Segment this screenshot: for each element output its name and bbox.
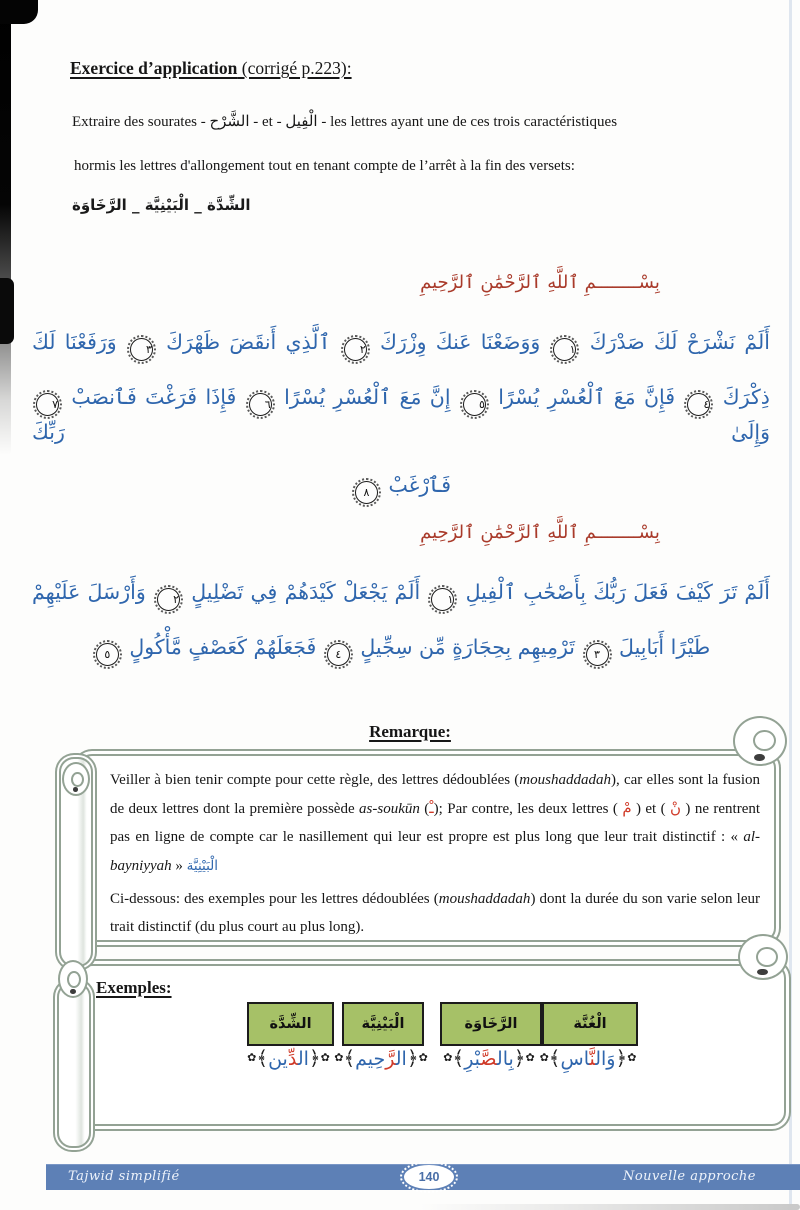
highlighted-letter: دِّ [287,1048,298,1070]
quran-text: فَٱرْغَبْ [388,473,452,498]
arabic-letter: الْبَيْنِيَّة [186,857,219,874]
characteristics-line: الشِّدَّة _ الْبَيْنِيَّة _ الرَّخَاوَة [72,196,251,214]
remarque-paragraph-1 [110,766,760,880]
ornate-bracket-icon: ﴾ [452,1046,465,1070]
quran-line [32,631,770,666]
text-segment: ) et ( [631,801,671,818]
basmala-calligraphy-1: بِسْــــــــمِ ٱللَّهِ ٱلرَّحْمَٰنِ ٱلرَّحِيمِ [420,272,660,293]
word-letters: اسِ [560,1048,590,1070]
quran-text: طَيْرًا أَبَابِيلَ [619,635,711,659]
word-letters: بْرِ [464,1048,481,1070]
scroll-roll-left-exemples [57,982,91,1148]
ayah-end-marker-icon: ٦ [249,393,272,416]
example-word [526,1046,650,1070]
text-segment: ) dont la durée du son varie selon leur trait distinctif (du plus court au plus long). [110,890,760,935]
highlighted-letter: نَّ [589,1048,596,1070]
characteristic-box: الْغُنَّة [542,1002,638,1046]
scan-artifact-left-edge [0,0,11,455]
remarque-scroll-box [78,754,776,942]
intro-line-2: hormis les lettres d'allongement tout en tenant compte de l’arrêt à la fin des versets: [74,158,575,174]
remarque-text [80,756,774,941]
ayah-end-marker-icon: ٣ [586,643,609,666]
ayah-end-marker-icon: ٨ [355,481,378,504]
intro-line-1: Extraire des sourates - الشَّرْح - et - الْفِيل - les lettres ayant une de ces trois caractéristiques [72,114,618,130]
word-letters: ين [268,1048,288,1070]
quran-line [32,469,770,504]
quran-text: تَرْمِيهِم بِحِجَارَةٍ مِّن سِجِّيلٍ [360,635,575,659]
flower-ornament-icon: ✿ [539,1051,549,1064]
quran-text: فَجَعَلَهُمْ كَعَصْفٍ مَّأْكُولٍ [129,635,317,659]
remarque-paragraph-2 [110,885,760,941]
characteristic-term: الْبَيْنِيَّة [144,196,190,214]
highlighted-letter: صَّ [480,1048,497,1070]
footer-right-text: Nouvelle approche [622,1169,756,1184]
scan-artifact-bottom-edge [420,1204,800,1210]
quran-text: فَإِذَا فَرَغْتَ فَٱنصَبْ [71,385,237,409]
arabic-letter: نْ [670,799,682,818]
ayah-end-marker-icon: ٤ [687,393,710,416]
footer-bar [46,1164,800,1190]
flower-ornament-icon: ✿ [525,1051,535,1064]
ayah-end-marker-icon: ١ [553,338,576,361]
flower-ornament-icon: ✿ [320,1051,330,1064]
ayah-end-marker-icon: ٧ [36,393,59,416]
characteristic-term: الشِّدَّة [207,196,251,214]
characteristic-box: الرَّخَاوَة [440,1002,542,1046]
scroll-curl-icon [62,762,90,796]
word-letters: بِال [496,1048,514,1070]
quran-text: فَإِنَّ مَعَ ٱلْعُسْرِ يُسْرًا [498,385,676,409]
ornate-bracket-icon: ﴿ [615,1046,628,1070]
quran-text: أَلَمْ تَرَ كَيْفَ فَعَلَ رَبُّكَ بِأَصْحَٰبِ ٱلْفِيلِ [465,580,770,604]
text-segment: Ci-dessous: des exemples pour les lettres dédoublées ( [110,890,439,907]
characteristic-box: الْبَيْنِيَّة [342,1002,424,1046]
quran-line [32,381,770,449]
quran-surah-sharh [32,326,770,524]
exemples-scroll-box [78,964,786,1126]
arabic-letter: ـْ [429,799,434,818]
characteristic-term: الرَّخَاوَة [72,196,127,214]
scroll-curl-icon [738,934,788,980]
page-number-badge: 140 [404,1165,454,1189]
example-word [319,1046,443,1070]
ayah-end-marker-icon: ٤ [327,643,350,666]
characteristic-box: الشِّدَّة [247,1002,334,1046]
ornate-bracket-icon: ﴾ [256,1046,269,1070]
word-letters: وَال [595,1048,616,1070]
text-segment: » [171,857,187,874]
quran-text: وَأَرْسَلَ عَلَيْهِمْ [32,580,146,604]
ayah-end-marker-icon: ٥ [96,643,119,666]
scroll-curl-icon [58,960,88,998]
quran-text: إِنَّ مَعَ ٱلْعُسْرِ يُسْرًا [284,385,451,409]
flower-ornament-icon: ✿ [627,1051,637,1064]
italic-term: as-soukūn [359,801,420,818]
quran-text: وَرَفَعْنَا لَكَ [32,330,117,354]
word-letters: ال [395,1048,407,1070]
flower-ornament-icon: ✿ [443,1051,453,1064]
quran-text: ٱلَّذِي أَنقَضَ ظَهْرَكَ [166,330,331,354]
ornate-bracket-icon: ﴿ [406,1046,419,1070]
italic-term: moushaddadah [438,890,531,907]
word-letters: حِيم [355,1048,386,1070]
word-letters: ال [297,1048,309,1070]
ayah-end-marker-icon: ٣ [130,338,153,361]
quran-text: أَلَمْ نَشْرَحْ لَكَ صَدْرَكَ [589,330,770,354]
text-segment: Veiller à bien tenir compte pour cette règle, des lettres dédoublées ( [110,772,520,788]
quran-surah-fil [32,576,770,686]
quran-line [32,576,770,611]
text-segment: ) ne rentrent pas en ligne de compte car le nasillement qui leur est propre est plus long que leur trait distinctif : « [110,801,761,846]
quran-line [32,326,770,361]
ayah-end-marker-icon: ٥ [463,393,486,416]
scan-artifact-blob [0,278,14,344]
page-title-bold: Exercice d’application [70,58,238,78]
ayah-end-marker-icon: ٢ [344,338,367,361]
text-segment: ( [419,801,430,818]
quran-text: أَلَمْ يَجْعَلْ كَيْدَهُمْ فِي تَضْلِيلٍ [191,580,421,604]
quran-text: ذِكْرَكَ [722,385,770,409]
ornate-bracket-icon: ﴿ [513,1046,526,1070]
ornate-bracket-icon: ﴾ [343,1046,356,1070]
highlighted-letter: رَّ [385,1048,396,1070]
flower-ornament-icon: ✿ [247,1051,257,1064]
text-segment: ); Par contre, les deux lettres ( [433,801,623,818]
flower-ornament-icon: ✿ [334,1051,344,1064]
text-segment: ), car elles sont la fusion de deux lettres dont la première possède [110,772,760,818]
scan-artifact-right-edge [789,0,792,1210]
ornate-bracket-icon: ﴾ [548,1046,561,1070]
italic-term: moushaddadah [519,772,611,788]
scan-artifact-corner [0,0,38,24]
footer-left-text: Tajwid simplifié [68,1169,180,1184]
quran-text: وَوَضَعْنَا عَنكَ وِزْرَكَ [379,330,541,354]
flower-ornament-icon: ✿ [418,1051,428,1064]
ayah-end-marker-icon: ١ [431,588,454,611]
scroll-curl-icon [733,716,787,766]
ayah-end-marker-icon: ٢ [157,588,180,611]
page-title [70,58,352,79]
remarque-heading: Remarque: [369,722,451,741]
basmala-calligraphy-2: بِسْــــــــمِ ٱللَّهِ ٱلرَّحْمَٰنِ ٱلرَّحِيمِ [420,522,660,543]
ornate-bracket-icon: ﴿ [308,1046,321,1070]
arabic-letter: مْ [622,799,632,818]
page-title-rest: (corrigé p.223): [237,58,352,78]
quran-text: وَإِلَىٰ رَبِّكَ [32,420,770,444]
exemples-heading: Exemples: [96,978,172,997]
italic-term: al-bayniyyah [110,829,760,874]
